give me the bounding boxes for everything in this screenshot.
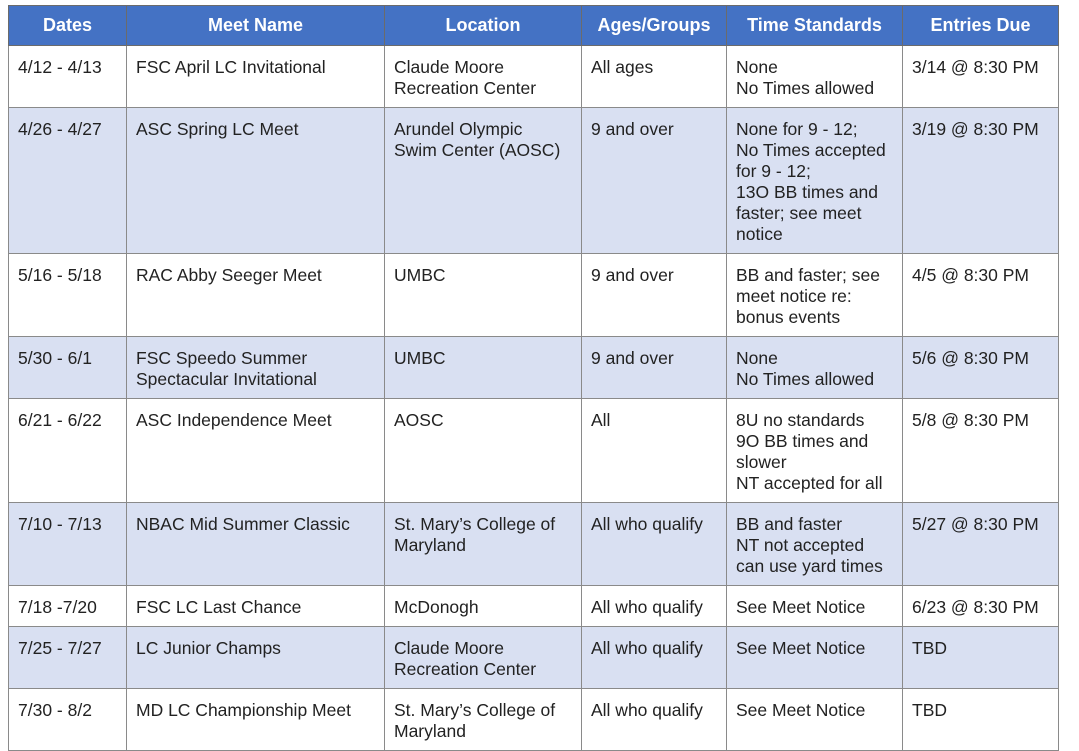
time-standards-cell: 8U no standards 9O BB times and slower NT accepted for all — [727, 399, 903, 503]
meet-schedule-table — [8, 5, 1059, 751]
dates-cell: 5/16 - 5/18 — [9, 254, 127, 337]
table-row — [9, 399, 1059, 503]
column-header-entries-due: Entries Due — [903, 6, 1059, 46]
table-header — [9, 6, 1059, 46]
ages-groups-cell: 9 and over — [582, 337, 727, 399]
entries-due-cell: TBD — [903, 627, 1059, 689]
ages-groups-cell: All who qualify — [582, 586, 727, 627]
meet-name-cell: FSC April LC Invitational — [127, 46, 385, 108]
time-standards-cell: None No Times allowed — [727, 337, 903, 399]
dates-cell: 7/25 - 7/27 — [9, 627, 127, 689]
location-cell: McDonogh — [385, 586, 582, 627]
dates-cell: 4/26 - 4/27 — [9, 108, 127, 254]
entries-due-cell: 5/6 @ 8:30 PM — [903, 337, 1059, 399]
time-standards-cell: See Meet Notice — [727, 627, 903, 689]
entries-due-cell: 5/8 @ 8:30 PM — [903, 399, 1059, 503]
location-cell: AOSC — [385, 399, 582, 503]
ages-groups-cell: All — [582, 399, 727, 503]
column-header-time-standards: Time Standards — [727, 6, 903, 46]
meet-name-cell: FSC Speedo Summer Spectacular Invitational — [127, 337, 385, 399]
column-header-ages-groups: Ages/Groups — [582, 6, 727, 46]
location-cell: St. Mary’s College of Maryland — [385, 689, 582, 751]
table-row — [9, 586, 1059, 627]
ages-groups-cell: All ages — [582, 46, 727, 108]
dates-cell: 7/18 -7/20 — [9, 586, 127, 627]
location-cell: UMBC — [385, 254, 582, 337]
dates-cell: 4/12 - 4/13 — [9, 46, 127, 108]
column-header-dates: Dates — [9, 6, 127, 46]
time-standards-cell: BB and faster NT not accepted can use yard times — [727, 503, 903, 586]
location-cell: UMBC — [385, 337, 582, 399]
time-standards-cell: None No Times allowed — [727, 46, 903, 108]
table-body — [9, 46, 1059, 751]
dates-cell: 7/10 - 7/13 — [9, 503, 127, 586]
meet-name-cell: ASC Spring LC Meet — [127, 108, 385, 254]
meet-name-cell: MD LC Championship Meet — [127, 689, 385, 751]
table-row — [9, 503, 1059, 586]
location-cell: Arundel Olympic Swim Center (AOSC) — [385, 108, 582, 254]
dates-cell: 6/21 - 6/22 — [9, 399, 127, 503]
table-row — [9, 337, 1059, 399]
meet-name-cell: NBAC Mid Summer Classic — [127, 503, 385, 586]
table-row — [9, 689, 1059, 751]
time-standards-cell: See Meet Notice — [727, 586, 903, 627]
meet-name-cell: RAC Abby Seeger Meet — [127, 254, 385, 337]
ages-groups-cell: 9 and over — [582, 108, 727, 254]
ages-groups-cell: All who qualify — [582, 627, 727, 689]
meet-name-cell: FSC LC Last Chance — [127, 586, 385, 627]
entries-due-cell: 3/14 @ 8:30 PM — [903, 46, 1059, 108]
location-cell: St. Mary’s College of Maryland — [385, 503, 582, 586]
dates-cell: 7/30 - 8/2 — [9, 689, 127, 751]
location-cell: Claude Moore Recreation Center — [385, 627, 582, 689]
time-standards-cell: BB and faster; see meet notice re: bonus events — [727, 254, 903, 337]
table-row — [9, 108, 1059, 254]
dates-cell: 5/30 - 6/1 — [9, 337, 127, 399]
entries-due-cell: 3/19 @ 8:30 PM — [903, 108, 1059, 254]
header-row — [9, 6, 1059, 46]
ages-groups-cell: 9 and over — [582, 254, 727, 337]
entries-due-cell: TBD — [903, 689, 1059, 751]
meet-name-cell: ASC Independence Meet — [127, 399, 385, 503]
table-row — [9, 254, 1059, 337]
time-standards-cell: None for 9 - 12; No Times accepted for 9 - 12; 13O BB times and faster; see meet notice — [727, 108, 903, 254]
entries-due-cell: 5/27 @ 8:30 PM — [903, 503, 1059, 586]
ages-groups-cell: All who qualify — [582, 689, 727, 751]
location-cell: Claude Moore Recreation Center — [385, 46, 582, 108]
entries-due-cell: 6/23 @ 8:30 PM — [903, 586, 1059, 627]
time-standards-cell: See Meet Notice — [727, 689, 903, 751]
table-row — [9, 627, 1059, 689]
meet-name-cell: LC Junior Champs — [127, 627, 385, 689]
column-header-location: Location — [385, 6, 582, 46]
column-header-meet-name: Meet Name — [127, 6, 385, 46]
entries-due-cell: 4/5 @ 8:30 PM — [903, 254, 1059, 337]
ages-groups-cell: All who qualify — [582, 503, 727, 586]
table-row — [9, 46, 1059, 108]
